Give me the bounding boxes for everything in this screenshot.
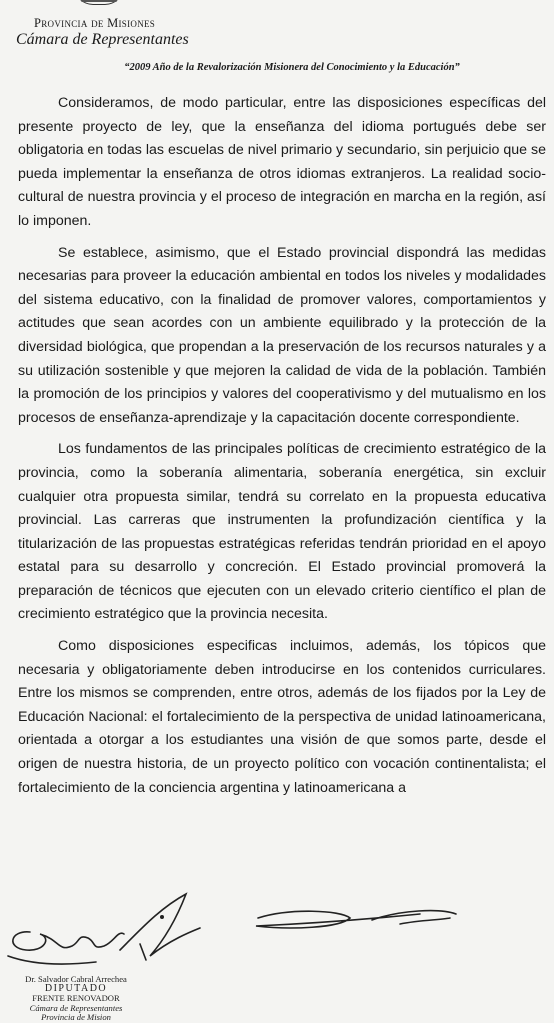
signer-name: Dr. Salvador Cabral Arrechea: [25, 974, 127, 984]
signer-role: DIPUTADO: [44, 983, 108, 995]
handwritten-signatures: [0, 880, 554, 980]
signer-party: FRENTE RENOVADOR: [32, 993, 120, 1004]
signer-chamber: Cámara de Representantes: [29, 1002, 123, 1013]
signature-area: [0, 880, 554, 980]
seal-stamp: [74, 0, 124, 5]
paragraph-4: Como disposiciones especificas incluimos, además, los tópicos que necesaria y obligatoriamente deben introducirse en los contenidos curriculares. Entre los mismos se comprenden, entre otros, además de los fijados por la Ley de Educación Nacional: el fortalecimiento de la perspectiva de unidad latinoamericana, orientada a otorgar a los estudiantes una visión de que somos parte, desde el origen de nuestra historia, de un proyecto político con vocación continentalista; el fortalecimiento de la conciencia argentina y latinoamericana a: [18, 638, 546, 796]
ink-dot: [160, 915, 164, 919]
signer-block: [6, 975, 146, 1023]
header-chamber: Cámara de Representantes: [16, 31, 189, 48]
header-motto: “2009 Año de la Revalorización Misionera del Conocimiento y la Educación”: [124, 62, 460, 73]
paragraph-1: Consideramos, de modo particular, entre las disposiciones específicas del presente proyecto de ley, que la enseñanza del idioma portugués debe ser obligatoria en todas las escuelas de nivel primario y secundario, sin perjuicio que se pueda implementar la enseñanza de otros idiomas extranjeros. La realidad socio-cultural de nuestra provincia y el proceso de integración en marcha en la región, así lo imponen.: [18, 95, 546, 229]
header-province: Provincia de Misiones: [34, 16, 156, 30]
paragraph-2: Se establece, asimismo, que el Estado provincial dispondrá las medidas necesarias para proveer la educación ambiental en todos los niveles y modalidades del sistema educativo, con la finalidad de promover valores, comportamientos y actitudes que sean acordes con un ambiente equilibrado y la protección de la diversidad biológica, que propendan a la preservación de los recursos naturales y a su utilización sostenible y que mejoren la calidad de vida de la población. También la promoción de los principios y valores del cooperativismo y del mutualismo en los procesos de enseñanza-aprendizaje y la capacitación docente correspondiente.: [18, 244, 546, 426]
document-body: [18, 92, 546, 808]
paragraph-3: Los fundamentos de las principales políticas de crecimiento estratégico de la provincia, como la soberanía alimentaria, soberanía energética, sin excluir cualquier otra propuesta similar, tendrá su correlato en la propuesta educativa provincial. Las carreras que instrumenten la profundización científica y la titularización de las propuestas estratégicas referidas tendrán prioridad en el apoyo estatal para su desarrollo y concreción. El Estado provincial promoverá la preparación de técnicos que ejecuten con un elevado criterio científico el plan de crecimiento estratégico que la provincia necesita.: [18, 441, 546, 623]
signer-province: Provincia de Mision: [41, 1012, 111, 1023]
